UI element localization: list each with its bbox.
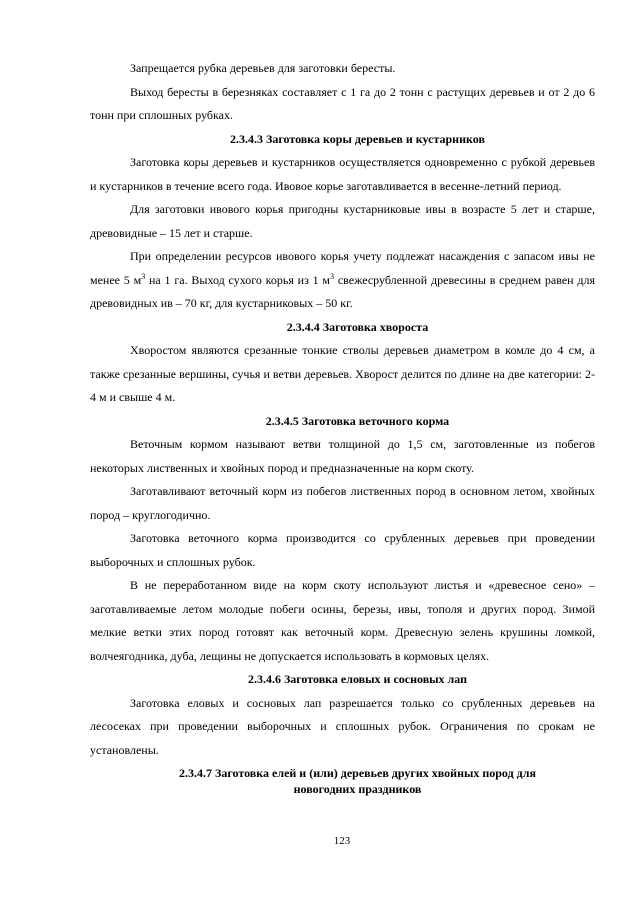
- section-heading: [90, 762, 595, 801]
- paragraph: Заготовка веточного корма производится со срубленных деревьев при проведении выборочных и сплошных рубок.: [90, 531, 595, 569]
- page-content: [90, 57, 595, 801]
- paragraph: [90, 245, 595, 316]
- section-heading: 2.3.4.6 Заготовка еловых и сосновых лап: [247, 672, 468, 686]
- paragraph-text: свежесрубленной древесины в среднем равен для древовидных ив – 70 кг, для кустарниковых – 50 кг.: [90, 272, 595, 310]
- paragraph: Заготовка коры деревьев и кустарников осуществляется одновременно с рубкой деревьев и кустарников в течение всего года. Ивовое корье заготавливается в весенне-летний период.: [90, 155, 595, 193]
- paragraph: Хворостом являются срезанные тонкие стволы деревьев диаметром в комле до 4 см, а также срезанные вершины, сучья и ветви деревьев. Хворост делится по длине на две категории: 2-4 м и свыше 4 м.: [90, 343, 595, 404]
- paragraph-text: на 1 га. Выход сухого корья из 1 м: [145, 272, 331, 287]
- heading-line: новогодних праздников: [293, 782, 422, 796]
- section-heading: 2.3.4.4 Заготовка хвороста: [286, 319, 429, 334]
- section-heading: 2.3.4.5 Заготовка веточного корма: [265, 413, 450, 428]
- superscript: 3: [330, 271, 335, 281]
- paragraph: В не переработанном виде на корм скоту используют листья и «древесное сено» – заготавливаемые летом молодые побеги осины, березы, ивы, тополя и других пород. Зимой мелкие ветки этих пород готовят как веточный корм. Древесную зелень крушины ломкой, волчеягодника, дуба, лещины не допускается использовать в кормовых целях.: [90, 578, 595, 663]
- paragraph-text: При определении ресурсов ивового корья учету подлежат насаждения с запасом ивы не менее 5 м: [90, 249, 595, 287]
- paragraph: Запрещается рубка деревьев для заготовки бересты.: [130, 61, 396, 75]
- heading-line: 2.3.4.7 Заготовка елей и (или) деревьев других хвойных пород для: [179, 766, 536, 780]
- section-heading: 2.3.4.3 Заготовка коры деревьев и кустарников: [230, 131, 485, 146]
- paragraph: Веточным кормом называют ветви толщиной до 1,5 см, заготовленные из побегов некоторых лиственных и хвойных пород и предназначенные на корм скоту.: [90, 437, 595, 475]
- page-number: 123: [333, 835, 351, 847]
- paragraph: Заготовка еловых и сосновых лап разрешается только со срубленных деревьев на лесосеках при проведении выборочных и сплошных рубок. Ограничения по срокам не установлены.: [90, 695, 595, 757]
- paragraph: Для заготовки ивового корья пригодны кустарниковые ивы в возрасте 5 лет и старше, древовидные – 15 лет и старше.: [90, 202, 595, 240]
- superscript: 3: [141, 271, 146, 281]
- paragraph: Выход бересты в березняках составляет с 1 га до 2 тонн с растущих деревьев и от 2 до 6 тонн при сплошных рубках.: [90, 84, 595, 122]
- paragraph: Заготавливают веточный корм из побегов лиственных пород в основном летом, хвойных пород – круглогодично.: [90, 484, 595, 522]
